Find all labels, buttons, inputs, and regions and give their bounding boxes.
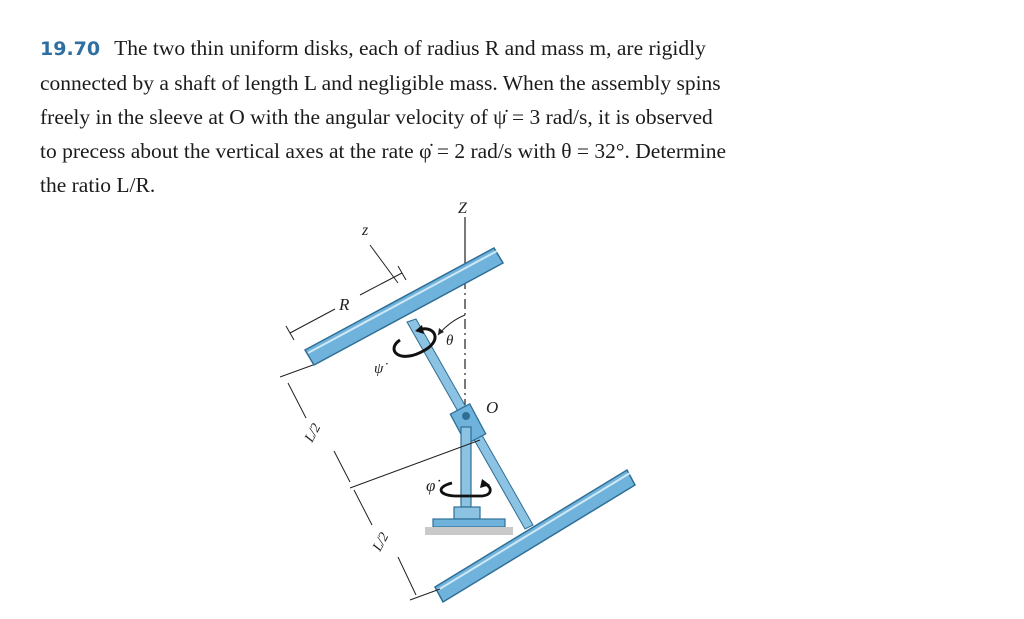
problem-number: 19.70	[40, 38, 101, 60]
sleeve-pivot	[462, 412, 470, 420]
length-dim-lower-b	[398, 557, 416, 595]
length-dim-upper-b	[334, 451, 350, 482]
length-dim-upper-a	[288, 383, 306, 418]
problem-text-1: The two thin uniform disks, each of radius R and mass m, are rigidly	[114, 36, 706, 60]
gyroscope-figure	[250, 195, 670, 615]
problem-line-3: freely in the sleeve at O with the angular velocity of ψ̇ = 3 rad/s, it is observed	[40, 105, 713, 129]
ground	[425, 527, 513, 535]
length-ext-bottom	[410, 589, 440, 600]
radius-dim-tick-left	[286, 326, 294, 340]
label-theta: θ	[446, 333, 454, 349]
upper-disk	[305, 248, 503, 365]
label-half-length-lower: L/2	[370, 530, 393, 554]
figure-svg	[250, 195, 670, 615]
problem-line-5: the ratio L/R.	[40, 173, 156, 197]
length-ext-top	[280, 365, 313, 377]
upper-disk-body	[305, 248, 503, 365]
problem-line-4: to precess about the vertical axes at the rate φ̇ = 2 rad/s with θ = 32°. Determine	[40, 139, 726, 163]
base-plate	[433, 519, 505, 527]
radius-dim-line-right	[360, 273, 402, 295]
problem-line-1	[40, 31, 970, 66]
upper-disk-highlight	[308, 251, 497, 353]
label-origin: O	[486, 398, 499, 417]
problem-line-2: connected by a shaft of length L and negligible mass. When the assembly spins	[40, 71, 721, 95]
label-radius: R	[339, 295, 350, 314]
radius-dim-tick-right	[398, 266, 406, 280]
label-z-body: z	[362, 222, 369, 239]
length-dim-lower-a	[354, 490, 372, 525]
problem-statement	[40, 31, 970, 202]
base-block	[454, 507, 480, 519]
label-psi-dot: ψ̇	[374, 361, 384, 377]
label-z-vertical: Z	[458, 200, 467, 217]
label-phi-dot: φ̇	[426, 476, 436, 495]
radius-dim-line-left	[290, 309, 335, 333]
label-half-length-upper: L/2	[302, 421, 325, 445]
